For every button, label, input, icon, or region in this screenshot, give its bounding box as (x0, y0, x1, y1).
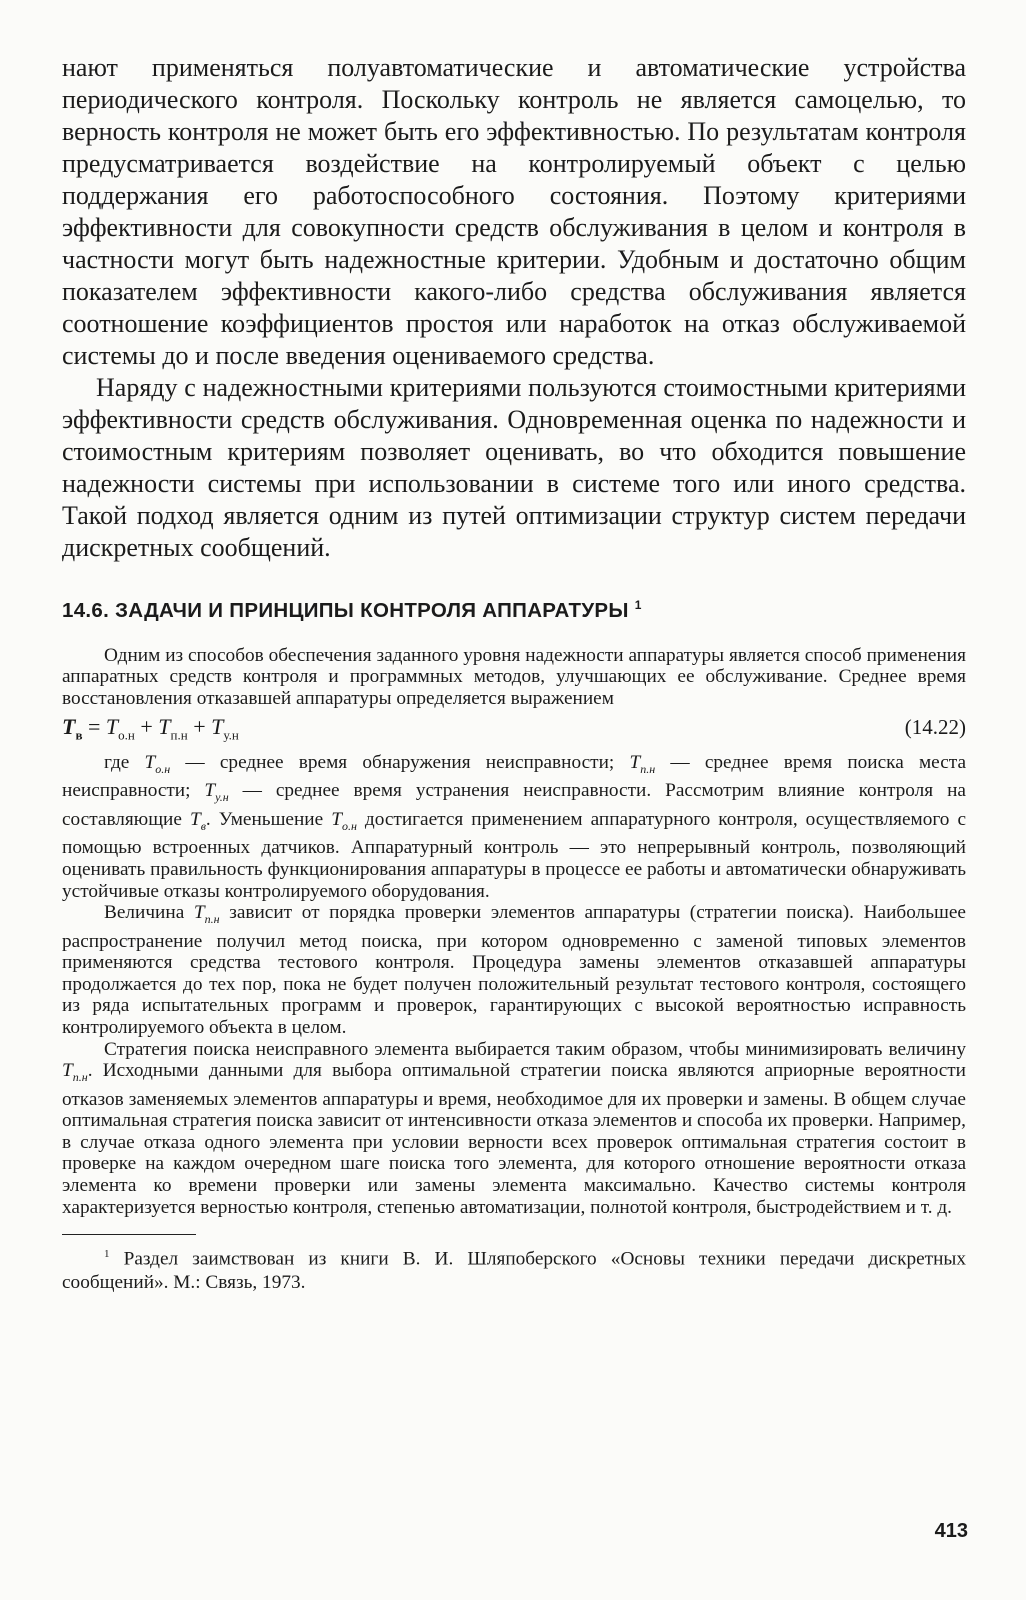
page-number: 413 (934, 1520, 968, 1542)
intro-paragraph: Одним из способов обеспечения заданного уровня надежности аппаратуры является способ применения аппаратных средств контроля и программных методов, улучшающих ее обслуживание. Среднее время восстановления отказавшей аппаратуры определяется выражением (62, 644, 966, 710)
footnote-mark: 1 (104, 1248, 110, 1261)
section-title: 14.6. ЗАДАЧИ И ПРИНЦИПЫ КОНТРОЛЯ АППАРАТУРЫ (62, 598, 629, 622)
formula-expression: $T_в = T_{о.н} + T_{п.н} + T_{у.н}$ (62, 713, 239, 742)
paragraph-2: Наряду с надежностными критериями пользуются стоимостными критериями эффективности средств обслуживания. Одновременная оценка по надежности и стоимостным критериям позволяет оценивать, во что обходится повышение надежности системы при использовании в системе того или иного средства. Такой подход является одним из путей оптимизации структур систем передачи дискретных сообщений. (62, 373, 966, 562)
formula-number: (14.22) (904, 714, 966, 739)
page-body (62, 52, 966, 1294)
section-text (62, 645, 966, 1218)
where-paragraph: где $T_{о.н}$ — среднее время обнаружения неисправности; $T_{п.н}$ — среднее время поиска места неисправности; $T_{у.н}$ — среднее время устранения неисправности. Рассмотрим влияние контроля на составляющие $T_в$. Уменьшение $T_{о.н}$ достигается применением аппаратурного контроля, осуществляемого с помощью встроенных датчиков. Аппаратурный контроль — это непрерывный контроль, позволяющий оценивать правильность функционирования аппаратуры в процессе ее работы и автоматически обнаруживать устойчивые отказы контролируемого оборудования. (62, 752, 967, 902)
strategy-paragraph: Стратегия поиска неисправного элемента выбирается таким образом, чтобы минимизировать величину $T_{п.н}$. Исходными данными для выбора оптимальной стратегии поиска являются априорные вероятности отказов заменяемых элементов аппаратуры и время, необходимое для их проверки и замены. В общем случае оптимальная стратегия поиска зависит от интенсивности отказа элементов и способа их проверки. Например, в случае отказа одного элемента при условии верности всех проверок оптимальная стратегия состоит в проверке на каждом очередном шаге поиска того элемента, для которого отношение вероятности отказа элемента ко времени проверки или замены элемента максимально. Качество системы контроля характеризуется верностью контроля, степенью автоматизации, полнотой контроля, быстродействием и т. д. (62, 1038, 966, 1218)
footnote-rule (62, 1234, 196, 1235)
section-heading (62, 598, 966, 623)
footnote-text: Раздел заимствован из книги В. И. Шляпоберского «Основы техники передачи дискретных сообщений». М.: Связь, 1973. (62, 1248, 966, 1293)
paragraph-1: нают применяться полуавтоматические и автоматические устройства периодического контроля. Поскольку контроль не является самоцелью, то верность контроля не может быть его эффективностью. По результатам контроля предусматривается воздействие на контролируемый объект с целью поддержания его работоспособного состояния. Поэтому критериями эффективности для совокупности средств обслуживания в целом и контроля в частности могут быть надежностные критерии. Удобным и достаточно общим показателем эффективности какого-либо средства обслуживания является соотношение коэффициентов простоя или наработок на отказ обслуживаемой системы до и после введения оцениваемого средства. (62, 53, 966, 370)
top-text (62, 52, 966, 564)
footnote (62, 1243, 966, 1293)
heading-footnote-mark: 1 (634, 598, 642, 612)
formula-14-22 (62, 712, 966, 750)
value-paragraph: Величина $T_{п.н}$ зависит от порядка проверки элементов аппаратуры (стратегии поиска). Наибольшее распространение получил метод поиска, при котором одновременно с заменой типовых элементов применяются средства тестового контроля. Процедура замены элементов отказавшей аппаратуры продолжается до тех пор, пока не будет получен положительный результат тестового контроля, состоящего из ряда испытательных программ и проверок, гарантирующих с высокой вероятностью исправность контролируемого объекта в целом. (62, 902, 966, 1038)
